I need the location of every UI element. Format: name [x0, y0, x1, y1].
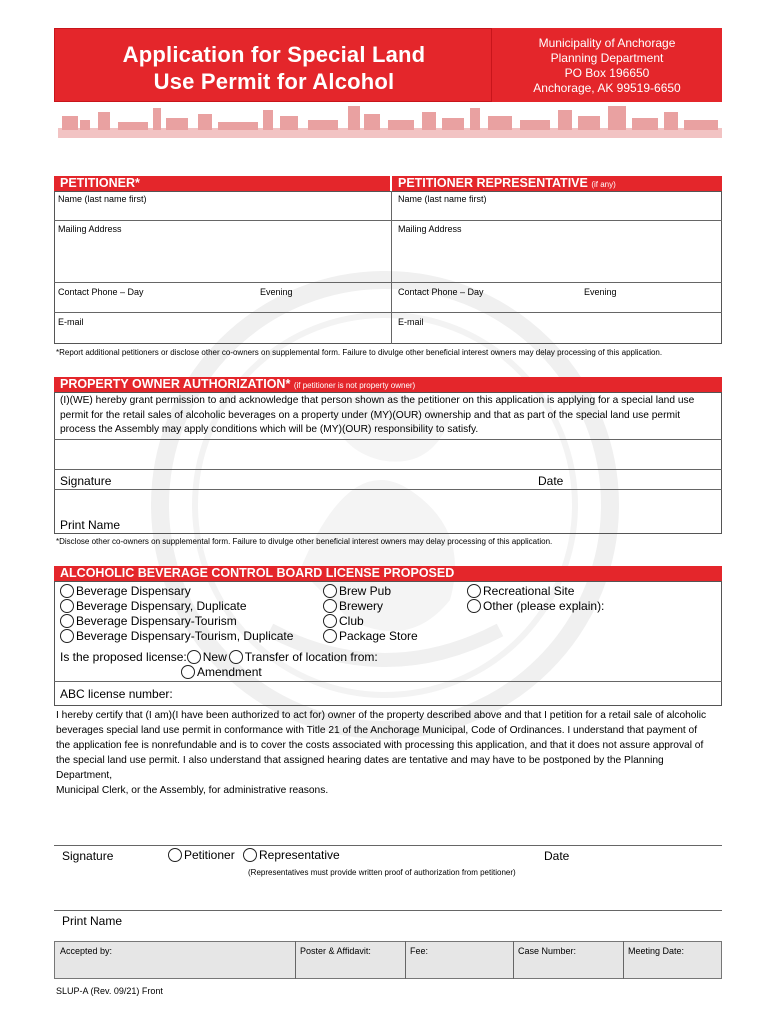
option-label: Beverage Dispensary-Tourism, Duplicate — [76, 629, 294, 643]
poster-affidavit-cell: Poster & Affidavit: — [300, 946, 371, 956]
petitioner-heading — [54, 176, 390, 191]
option-beverage-dispensary-duplicate[interactable] — [60, 599, 293, 614]
owner-heading-note: (if petitioner is not property owner) — [293, 381, 416, 390]
option-package-store[interactable] — [323, 629, 418, 644]
column-divider — [623, 941, 624, 979]
form-title-line-1: Application for Special Land — [122, 42, 426, 67]
print-name-line — [54, 910, 722, 911]
form-revision-id: SLUP-A (Rev. 09/21) Front — [56, 986, 163, 996]
radio-circle-icon[interactable] — [229, 650, 243, 664]
row-divider — [54, 439, 722, 440]
owner-date-field[interactable] — [538, 474, 563, 488]
owner-print-name-field[interactable] — [60, 518, 120, 532]
rep-name-label: Name (last name first) — [398, 194, 487, 204]
proposed-license-label: Is the proposed license: — [60, 650, 187, 664]
signature-line — [54, 845, 722, 846]
cert-print-name-field[interactable] — [62, 914, 122, 928]
owner-text-line-1: (I)(WE) hereby grant permission to and acknowledge that person shown as the petitioner on this application is applying for a special land use — [60, 395, 695, 406]
fee-cell: Fee: — [410, 946, 429, 956]
abc-license-number-field[interactable] — [60, 687, 173, 701]
petitioner-mailing-label: Mailing Address — [58, 224, 122, 234]
radio-circle-icon[interactable] — [181, 665, 195, 679]
row-divider — [54, 489, 722, 490]
radio-circle-icon[interactable] — [60, 614, 74, 628]
option-club[interactable] — [323, 614, 418, 629]
meeting-date-cell: Meeting Date: — [628, 946, 685, 956]
radio-circle-icon[interactable] — [467, 584, 481, 598]
option-label: Brew Pub — [339, 584, 392, 598]
office-use-table — [54, 941, 722, 979]
owner-footnote: *Disclose other co-owners on supplemental form. Failure to divulge other beneficial interest owners may delay processing of this application. — [56, 537, 553, 546]
representative-heading — [392, 176, 722, 191]
address-line-3: PO Box 196650 — [564, 66, 650, 80]
option-beverage-dispensary-tourism[interactable] — [60, 614, 293, 629]
option-other[interactable] — [467, 599, 604, 614]
row-divider — [54, 282, 722, 283]
option-amendment-label: Amendment — [197, 665, 262, 679]
column-divider — [295, 941, 296, 979]
license-options-col-3 — [467, 584, 604, 614]
case-number-cell: Case Number: — [518, 946, 577, 956]
license-options-col-1 — [60, 584, 293, 644]
form-title — [55, 41, 493, 95]
option-brew-pub[interactable] — [323, 584, 418, 599]
cert-signature-label: Signature — [62, 849, 114, 863]
department-address — [492, 36, 722, 96]
rep-name-field[interactable] — [398, 194, 487, 204]
cert-date-field[interactable] — [544, 849, 569, 863]
cert-signature-field[interactable] — [62, 849, 113, 863]
rep-phone-day-label: Contact Phone – Day — [398, 287, 484, 297]
address-banner — [492, 28, 722, 102]
petitioner-phone-day-field[interactable] — [58, 287, 144, 297]
owner-heading — [54, 377, 722, 392]
license-heading-text: ALCOHOLIC BEVERAGE CONTROL BOARD LICENSE PROPOSED — [60, 566, 455, 580]
radio-circle-icon[interactable] — [243, 848, 257, 862]
row-divider — [54, 469, 722, 470]
option-beverage-dispensary[interactable] — [60, 584, 293, 599]
option-recreational-site[interactable] — [467, 584, 604, 599]
radio-circle-icon[interactable] — [323, 629, 337, 643]
rep-phone-day-field[interactable] — [398, 287, 484, 297]
petitioner-email-field[interactable] — [58, 317, 84, 327]
rep-mailing-field[interactable] — [398, 224, 462, 234]
license-heading — [54, 566, 722, 581]
owner-authorization-text — [60, 394, 720, 438]
owner-text-line-3: process the Assembly may apply conditions which will be (MY)(OUR) responsibility to satisfy. — [60, 424, 479, 435]
option-petitioner-label: Petitioner — [184, 848, 235, 862]
radio-circle-icon[interactable] — [323, 584, 337, 598]
radio-circle-icon[interactable] — [323, 599, 337, 613]
cert-print-name-label: Print Name — [62, 914, 123, 928]
rep-email-label: E-mail — [398, 317, 424, 327]
option-label: Beverage Dispensary-Tourism — [76, 614, 237, 628]
certification-text — [56, 708, 722, 798]
address-line-2: Planning Department — [550, 51, 664, 65]
rep-evening-field[interactable] — [584, 287, 617, 297]
radio-circle-icon[interactable] — [168, 848, 182, 862]
radio-circle-icon[interactable] — [323, 614, 337, 628]
owner-date-label: Date — [538, 474, 564, 488]
owner-text-line-2: permit for the retail sales of alcoholic beverages on a property under (MY)(OUR) ownership and that as part of the special land use permit — [60, 409, 681, 421]
owner-print-name-label: Print Name — [60, 518, 121, 532]
row-divider — [54, 681, 722, 682]
form-title-line-2: Use Permit for Alcohol — [153, 69, 395, 94]
petitioner-evening-label: Evening — [260, 287, 293, 297]
petitioner-name-field[interactable] — [58, 194, 147, 204]
representative-heading-text: PETITIONER REPRESENTATIVE — [398, 176, 588, 190]
petitioner-heading-text: PETITIONER* — [60, 176, 140, 190]
rep-mailing-label: Mailing Address — [398, 224, 462, 234]
option-representative-label: Representative — [259, 848, 340, 862]
petitioner-grid — [54, 191, 722, 344]
owner-signature-label: Signature — [60, 474, 112, 488]
option-label: Other (please explain): — [483, 599, 605, 613]
row-divider — [54, 312, 722, 313]
petitioner-email-label: E-mail — [58, 317, 84, 327]
address-line-1: Municipality of Anchorage — [538, 36, 676, 50]
option-representative[interactable] — [243, 848, 340, 863]
option-label: Club — [339, 614, 364, 628]
certification-line-2: beverages special land use permit in conformance with Title 21 of the Anchorage Municipal, Code of Ordinances. I understand that payment of — [56, 725, 698, 736]
option-amendment[interactable] — [181, 665, 262, 680]
owner-heading-text: PROPERTY OWNER AUTHORIZATION* — [60, 377, 291, 391]
form-title-banner — [54, 28, 492, 102]
petitioner-name-label: Name (last name first) — [58, 194, 147, 204]
option-label: Beverage Dispensary — [76, 584, 191, 598]
option-label: Beverage Dispensary, Duplicate — [76, 599, 247, 613]
accepted-by-cell: Accepted by: — [60, 946, 113, 956]
column-divider — [391, 191, 392, 344]
radio-circle-icon[interactable] — [60, 584, 74, 598]
representative-note: (Representatives must provide written proof of authorization from petitioner) — [248, 868, 516, 877]
license-options-col-2 — [323, 584, 418, 644]
column-divider — [405, 941, 406, 979]
petitioner-phone-day-label: Contact Phone – Day — [58, 287, 144, 297]
cert-date-label: Date — [544, 849, 570, 863]
certification-line-4: the special land use permit. I also understand that assigned hearing dates are tentative and may have to be postponed by the Planning Department, — [56, 755, 664, 781]
proposed-license-row — [60, 650, 378, 665]
petitioner-mailing-field[interactable] — [58, 224, 122, 234]
option-label: Package Store — [339, 629, 418, 643]
representative-heading-note: (if any) — [591, 180, 616, 189]
petitioner-evening-field[interactable] — [260, 287, 293, 297]
abc-license-number-label: ABC license number: — [60, 687, 173, 701]
option-label: Brewery — [339, 599, 384, 613]
radio-circle-icon[interactable] — [60, 599, 74, 613]
owner-signature-field[interactable] — [60, 474, 111, 488]
certification-line-1: I hereby certify that (I am)(I have been authorized to act for) owner of the property described above and that I petition for a retail sale of alcoholic — [56, 710, 707, 721]
rep-email-field[interactable] — [398, 317, 424, 327]
rep-evening-label: Evening — [584, 287, 617, 297]
option-new-label: New — [202, 650, 227, 664]
city-skyline-graphic — [58, 102, 722, 138]
address-line-4: Anchorage, AK 99519-6650 — [533, 81, 681, 95]
option-label: Recreational Site — [483, 584, 575, 598]
certification-line-3: the application fee is nonrefundable and is to cover the costs associated with processing this application, and that it does not assure approval of — [56, 740, 704, 751]
certification-line-5: Municipal Clerk, or the Assembly, for administrative reasons. — [56, 785, 329, 796]
option-beverage-dispensary-tourism-duplicate[interactable] — [60, 629, 293, 644]
petitioner-footnote: *Report additional petitioners or disclose other co-owners on supplemental form. Failure to divulge other beneficial interest owners may delay processing of this application. — [56, 348, 663, 357]
radio-circle-icon[interactable] — [60, 629, 74, 643]
row-divider — [54, 220, 722, 221]
radio-circle-icon[interactable] — [467, 599, 481, 613]
option-petitioner[interactable] — [168, 848, 235, 863]
radio-circle-icon[interactable] — [187, 650, 201, 664]
option-brewery[interactable] — [323, 599, 418, 614]
column-divider — [513, 941, 514, 979]
option-transfer-label: Transfer of location from: — [244, 650, 378, 664]
